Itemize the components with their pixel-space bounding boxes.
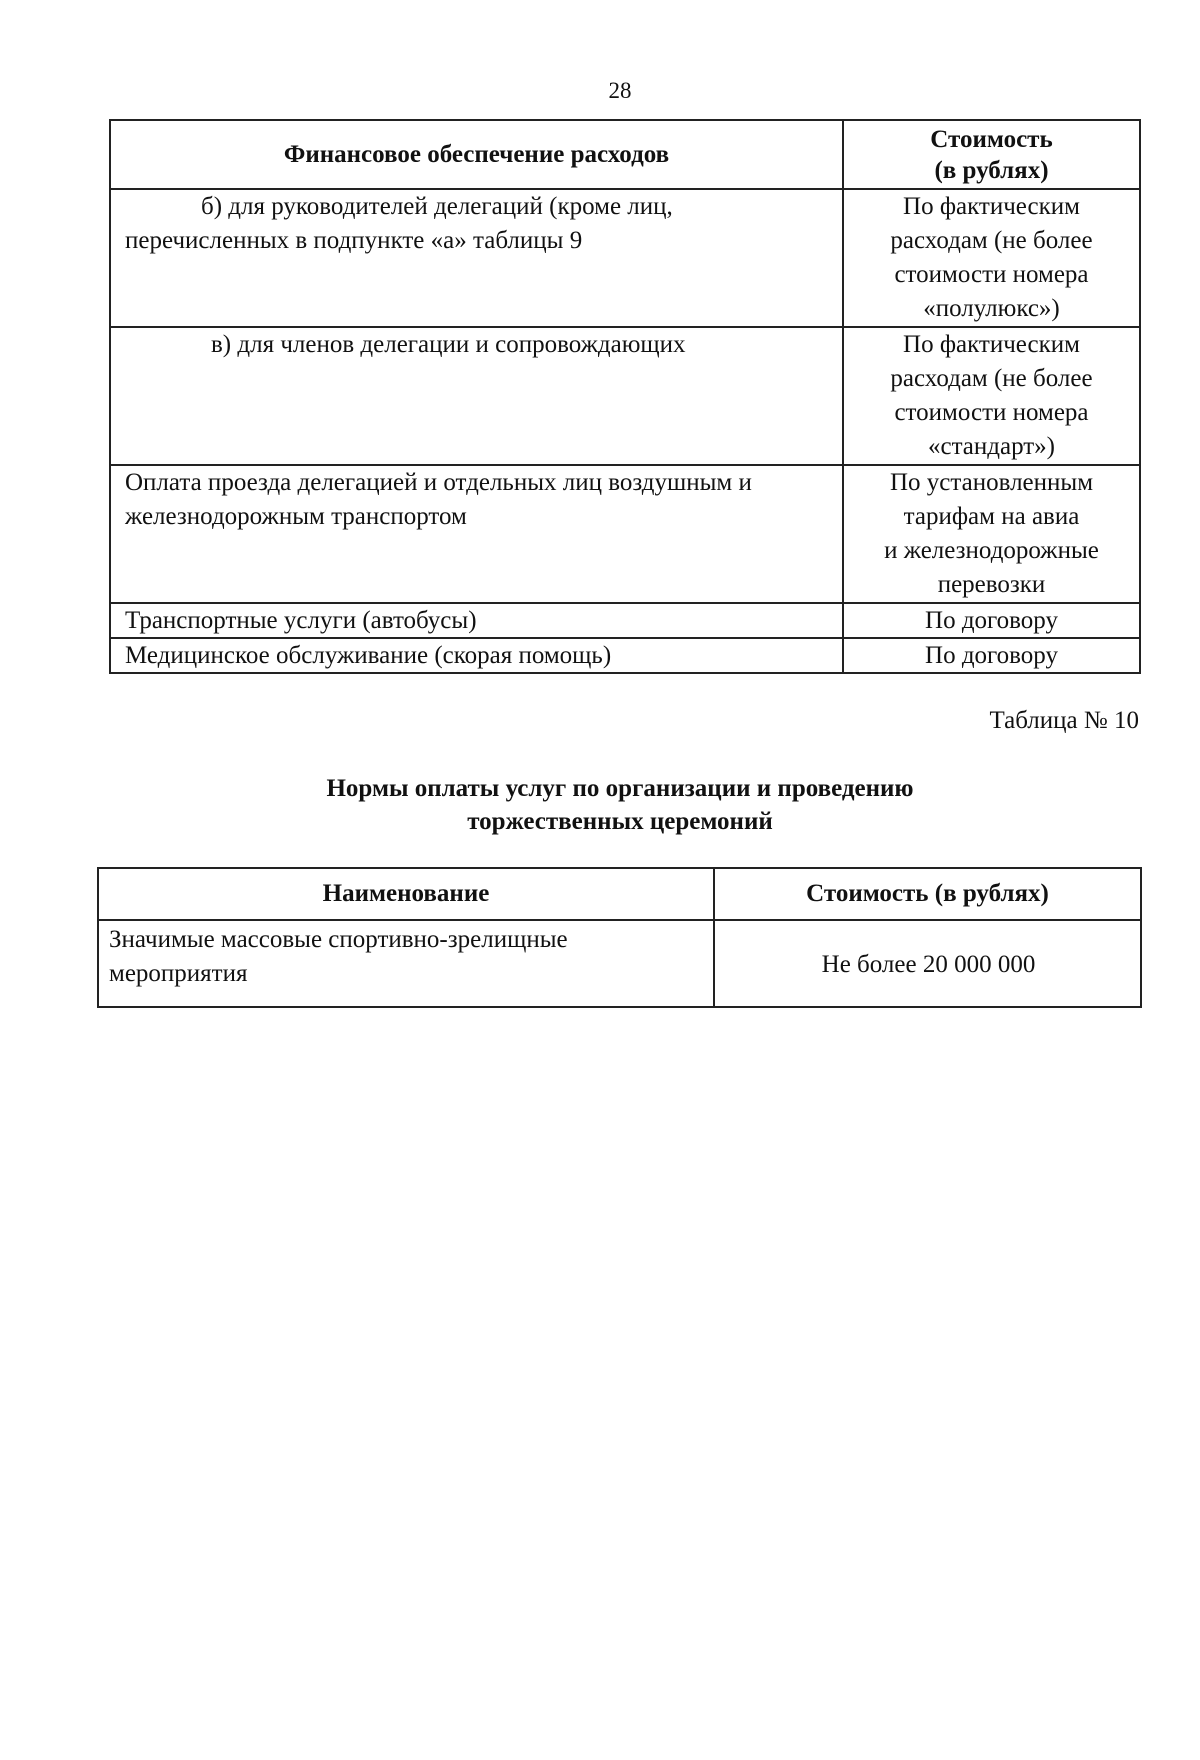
header-cost-line2: (в рублях) — [934, 157, 1049, 184]
expense-cell: Медицинское обслуживание (скорая помощь) — [110, 638, 843, 673]
cost-line: расходам (не более — [890, 227, 1093, 254]
cost-line: и железнодорожные — [884, 537, 1099, 564]
header-name: Наименование — [98, 868, 714, 920]
cost-cell — [843, 327, 1140, 465]
table-row — [110, 189, 1140, 327]
table-header-row — [110, 120, 1140, 189]
section-title-line2: торжественных церемоний — [467, 808, 773, 835]
cost-cell — [843, 189, 1140, 327]
table-row — [110, 327, 1140, 465]
header-cost: Стоимость (в рублях) — [714, 868, 1141, 920]
cost-line: «стандарт») — [927, 433, 1056, 460]
cost-cell: Не более 20 000 000 — [714, 920, 1141, 1007]
expense-cell: в) для членов делегации и сопровождающих — [110, 327, 843, 465]
expense-cell: Оплата проезда делегацией и отдельных лиц воздушным и железнодорожным транспортом — [110, 465, 843, 603]
cost-line: По договору — [925, 642, 1058, 669]
table-row — [110, 638, 1140, 673]
cost-line: перевозки — [937, 571, 1046, 598]
table-row — [110, 465, 1140, 603]
cost-line: По фактическим — [903, 193, 1080, 220]
table-label: Таблица № 10 — [989, 707, 1139, 734]
table-row — [98, 920, 1141, 1007]
cost-cell — [843, 638, 1140, 673]
section-title-line1: Нормы оплаты услуг по организации и проведению — [326, 775, 914, 802]
cost-cell — [843, 603, 1140, 638]
expense-cell: б) для руководителей делегаций (кроме лиц, перечисленных в подпункте «а» таблицы 9 — [110, 189, 843, 327]
table-header-row — [98, 868, 1141, 920]
cost-line: По фактическим — [903, 331, 1080, 358]
section-title — [0, 772, 1200, 838]
header-expense: Финансовое обеспечение расходов — [110, 120, 843, 189]
cost-line: «полулюкс») — [923, 295, 1060, 322]
expense-cell: Транспортные услуги (автобусы) — [110, 603, 843, 638]
cost-line: стоимости номера — [894, 261, 1089, 288]
cost-line: По договору — [925, 607, 1058, 634]
table-row — [110, 603, 1140, 638]
cost-line: тарифам на авиа — [903, 503, 1080, 530]
cost-line: стоимости номера — [894, 399, 1089, 426]
page-number: 28 — [608, 78, 632, 103]
header-cost — [843, 120, 1140, 189]
cost-line: По установленным — [889, 469, 1094, 496]
cost-cell — [843, 465, 1140, 603]
ceremonies-table — [97, 867, 1142, 1008]
name-cell: Значимые массовые спортивно-зрелищные мероприятия — [98, 920, 714, 1007]
expenses-table — [109, 119, 1141, 674]
cost-line: расходам (не более — [890, 365, 1093, 392]
header-cost-line1: Стоимость — [930, 126, 1053, 153]
